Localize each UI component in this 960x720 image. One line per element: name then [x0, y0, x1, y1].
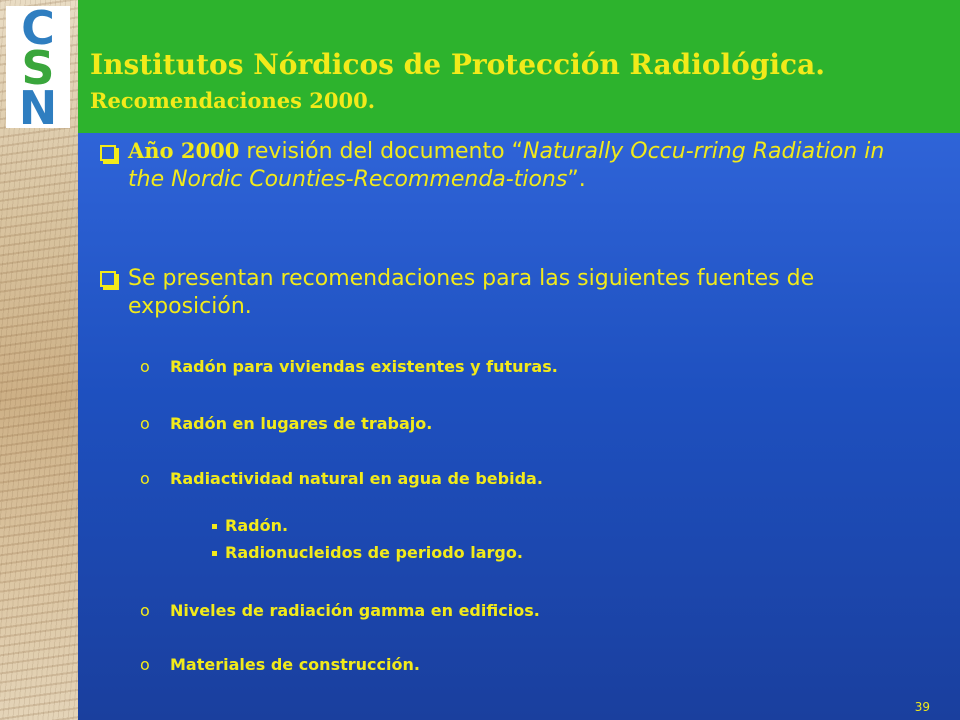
slide-title: Institutos Nórdicos de Protección Radiológica.: [90, 48, 825, 81]
list-item: Radón para viviendas existentes y futuras.: [170, 357, 558, 376]
bullet-sources: Se presentan recomendaciones para las siguientes fuentes de exposición.: [128, 266, 815, 319]
slide-subtitle: Recomendaciones 2000.: [90, 88, 376, 113]
checkbox-bullet-icon: [100, 271, 116, 287]
bullet-text-plain: revisión del documento “: [239, 139, 523, 164]
csn-logo: [6, 1, 70, 135]
slide-header: [78, 0, 960, 133]
document-title: Naturally Occu-rring Radiation in the Nordic Counties-Recommenda-tions: [128, 139, 885, 192]
circle-bullet-icon: o: [140, 655, 150, 674]
logo-letter-n: N: [18, 81, 58, 135]
year-label: Año 2000: [128, 138, 240, 163]
circle-bullet-icon: o: [140, 414, 150, 433]
page-number: 39: [914, 700, 930, 714]
bullet-text-end: ”.: [567, 167, 586, 192]
square-bullet-icon: [212, 551, 217, 556]
left-decorative-strip: [0, 0, 78, 720]
checkbox-bullet-icon: [100, 145, 116, 161]
logo-letter-s: S: [21, 41, 55, 95]
list-item: Materiales de construcción.: [170, 655, 420, 674]
square-bullet-icon: [212, 524, 217, 529]
logo-letter-c: C: [21, 1, 55, 55]
list-item: Radiactividad natural en agua de bebida.: [170, 469, 543, 488]
circle-bullet-icon: o: [140, 469, 150, 488]
list-item: Niveles de radiación gamma en edificios.: [170, 601, 540, 620]
nested-list-item: Radionucleidos de periodo largo.: [225, 543, 523, 562]
bullet-year-2000: [128, 137, 908, 194]
circle-bullet-icon: o: [140, 357, 150, 376]
slide-content: [78, 133, 960, 720]
circle-bullet-icon: o: [140, 601, 150, 620]
list-item: Radón en lugares de trabajo.: [170, 414, 433, 433]
nested-list-item: Radón.: [225, 516, 289, 535]
